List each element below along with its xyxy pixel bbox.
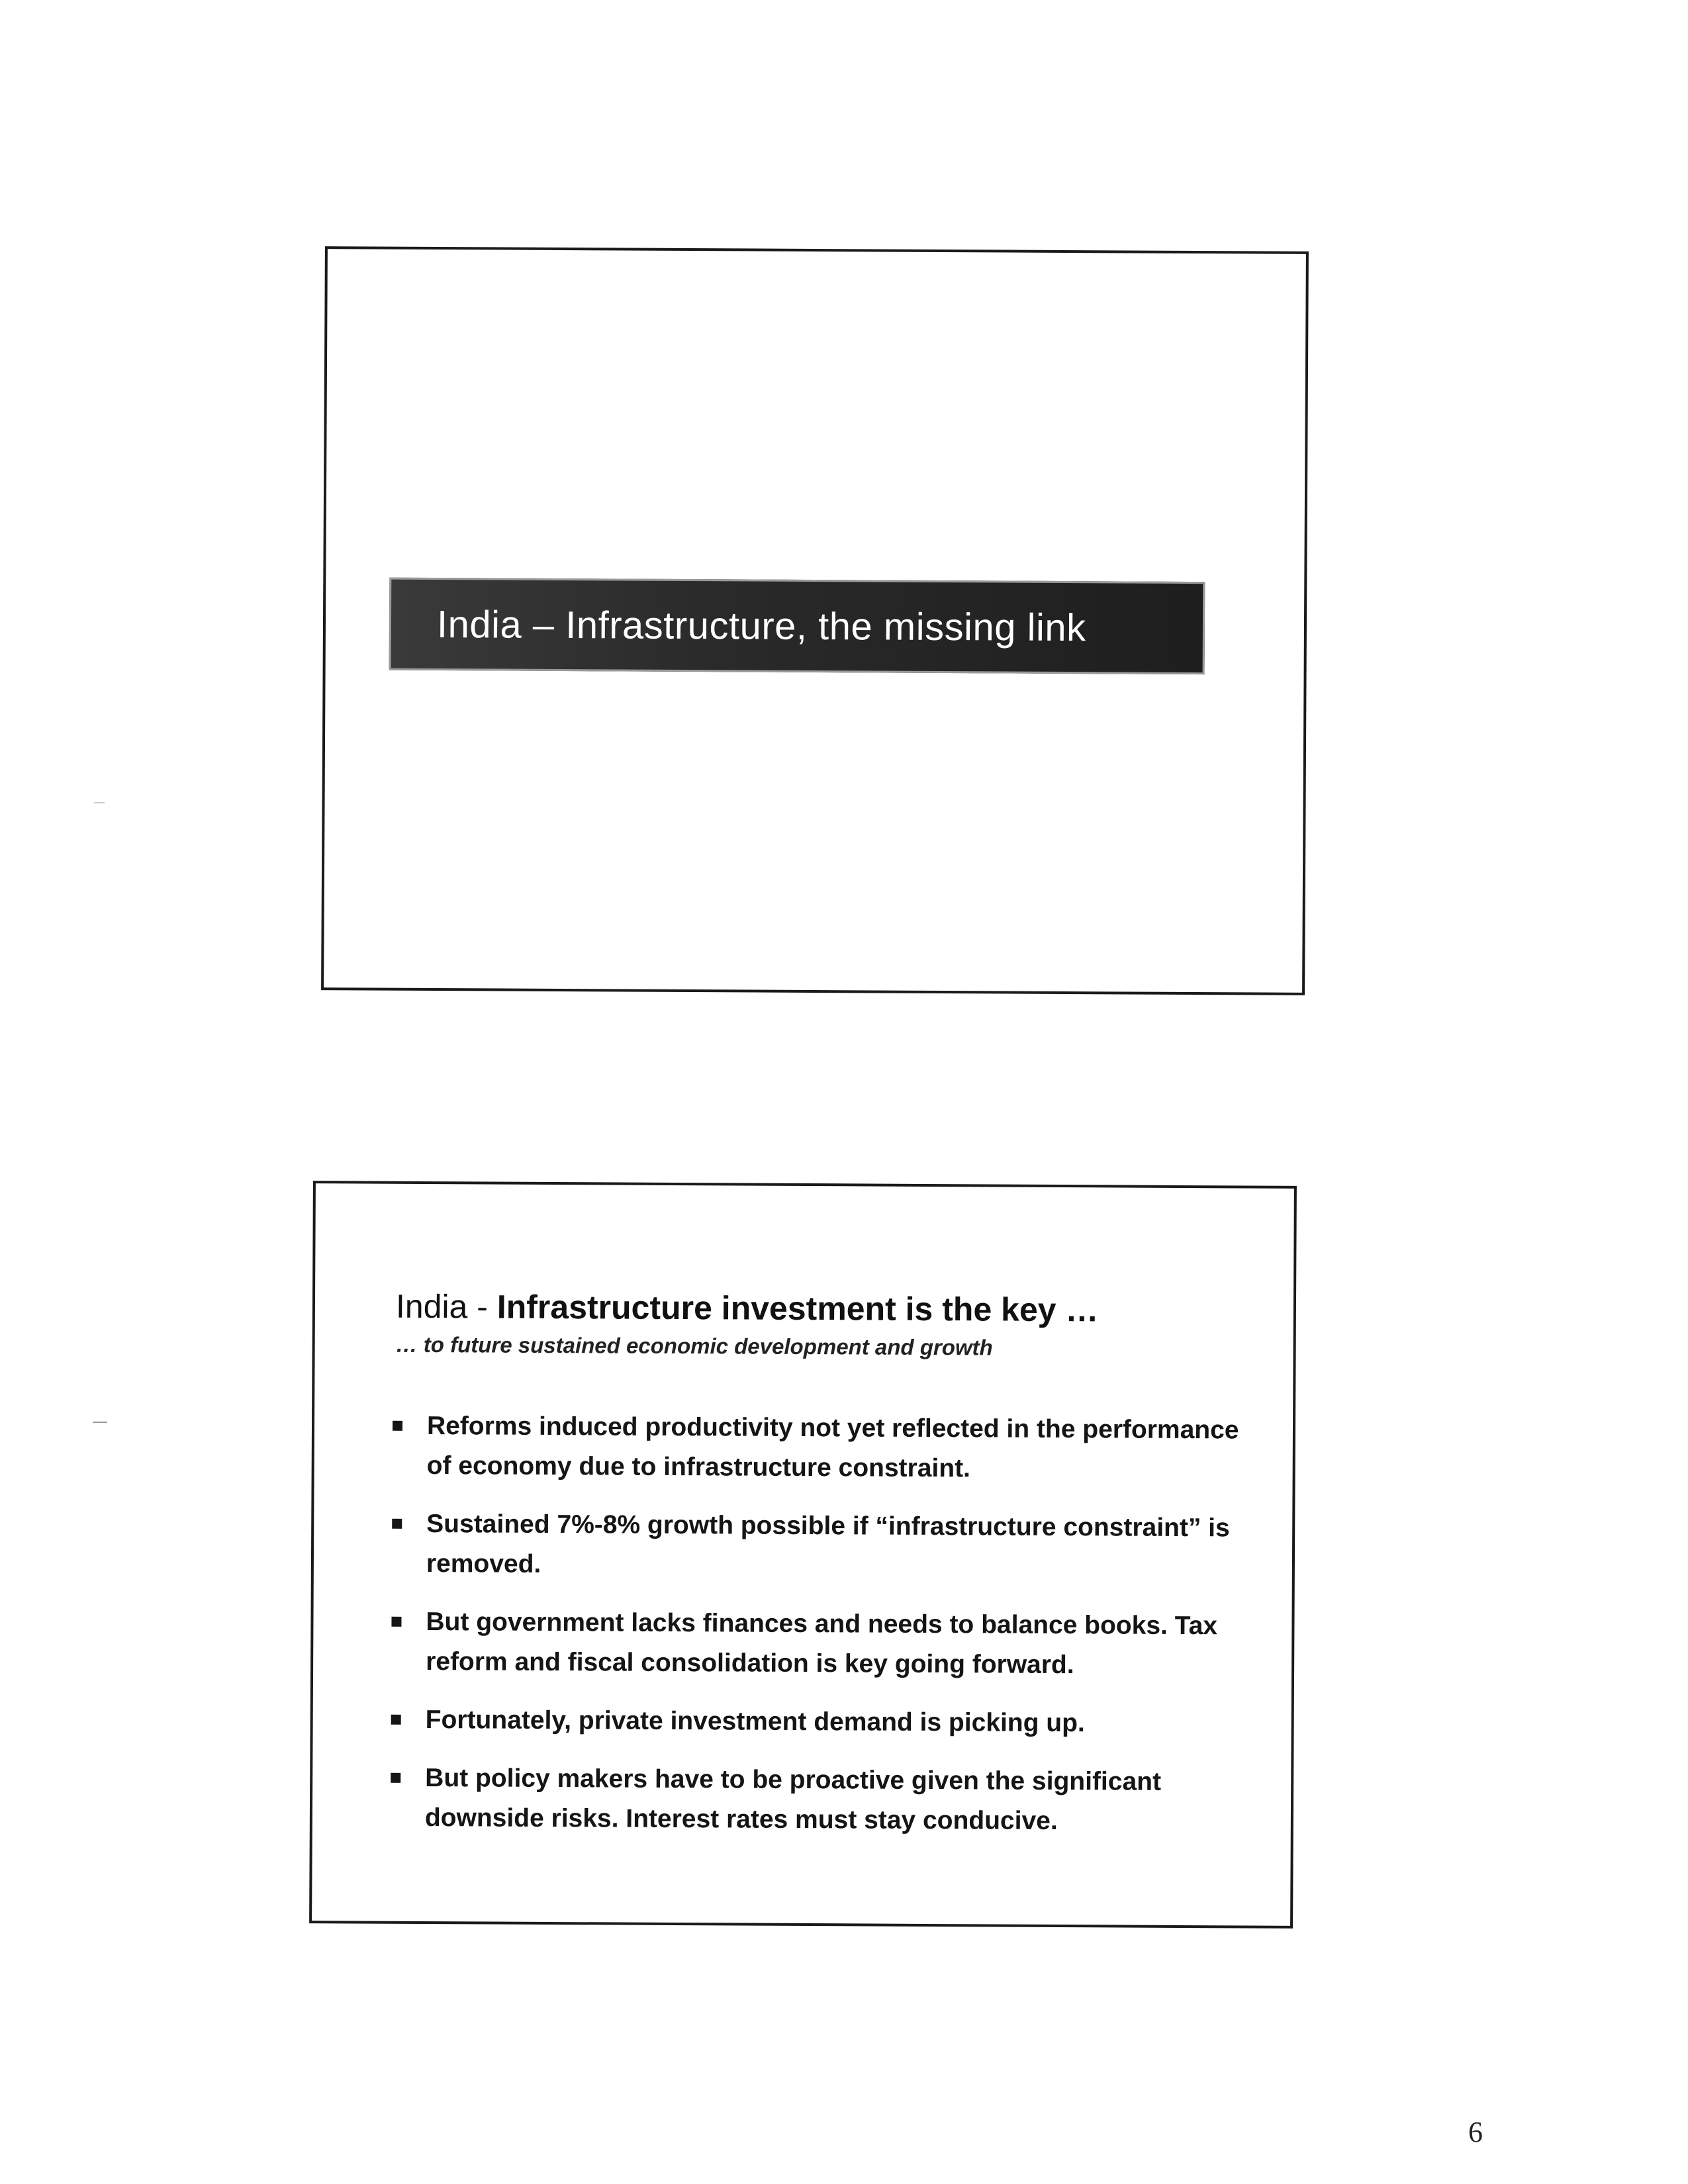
square-bullet-icon <box>393 1421 402 1431</box>
square-bullet-icon <box>391 1617 401 1627</box>
title-banner <box>389 578 1205 674</box>
bullet-text: Sustained 7%-8% growth possible if “infrastructure constraint” is removed. <box>426 1510 1230 1578</box>
bullet-text: But policy makers have to be proactive given the significant downside risks. Interest rates must stay conducive. <box>424 1764 1162 1836</box>
slide-subheading: … to future sustained economic development and growth <box>395 1332 993 1360</box>
bullet-item <box>386 1700 1253 1745</box>
bullet-text: But government lacks finances and needs to balance books. Tax reform and fiscal consolidation is key going forward. <box>426 1608 1218 1680</box>
bullet-list <box>385 1406 1255 1861</box>
heading-prefix: India - <box>395 1287 497 1326</box>
square-bullet-icon <box>391 1715 401 1725</box>
bullet-item <box>386 1602 1254 1686</box>
scan-mark <box>93 1422 107 1423</box>
bullet-item <box>385 1758 1253 1843</box>
bullet-item <box>387 1504 1254 1588</box>
content-slide <box>309 1181 1297 1929</box>
square-bullet-icon <box>391 1773 400 1783</box>
square-bullet-icon <box>392 1519 402 1529</box>
slide-heading <box>396 1287 1099 1330</box>
page-number: 6 <box>1468 2116 1483 2148</box>
heading-main: Infrastructure investment is the key … <box>496 1288 1099 1329</box>
slide-title: India – Infrastructure, the missing link <box>436 602 1086 649</box>
bullet-text: Reforms induced productivity not yet reflected in the performance of economy due to infrastructure constraint. <box>426 1412 1239 1483</box>
scan-mark <box>94 802 105 803</box>
bullet-item <box>387 1406 1255 1490</box>
bullet-text: Fortunately, private investment demand is picking up. <box>425 1706 1085 1738</box>
title-slide <box>321 246 1309 995</box>
